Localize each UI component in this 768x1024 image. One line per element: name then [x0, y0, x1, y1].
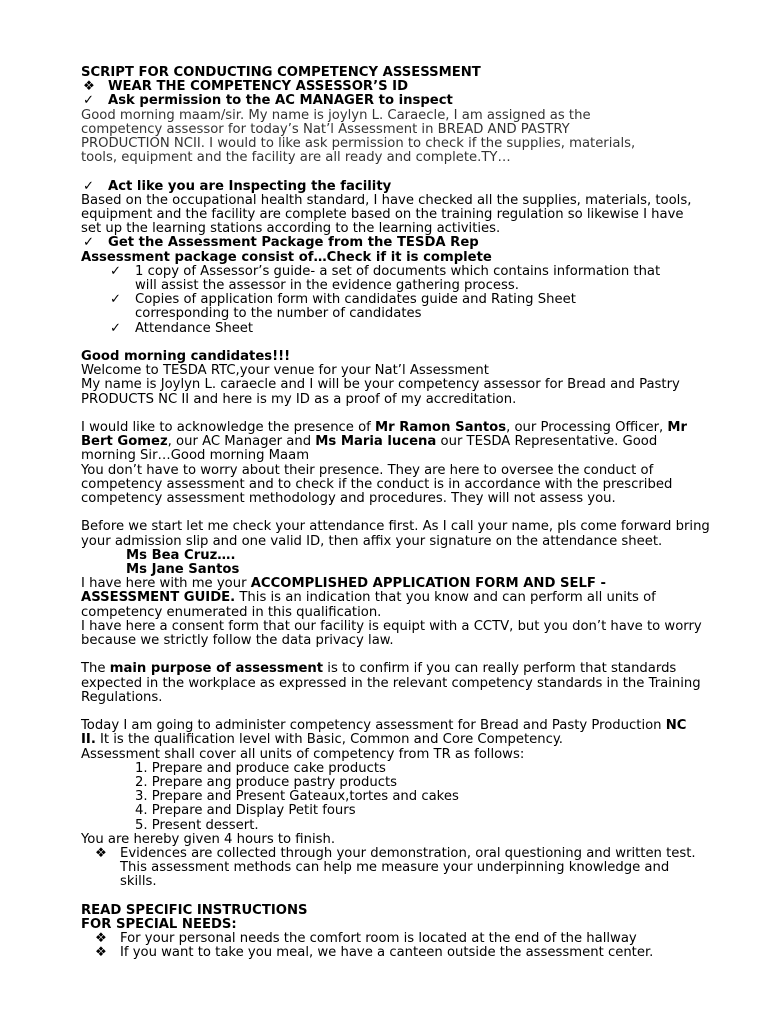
step-package: ✓ Get the Assessment Package from the TESDA Rep [83, 235, 479, 251]
document [81, 66, 741, 961]
purpose-line: Regulations. [81, 689, 163, 705]
check-icon: ✓ [83, 93, 95, 109]
presence-line: You don’t have to worry about their presence. They are here to oversee the conduct of [81, 462, 654, 478]
read-specific-heading: READ SPECIFIC INSTRUCTIONS [81, 902, 308, 918]
candidate-name: Ms Bea Cruz…. [126, 547, 236, 563]
purpose-line: The main purpose of assessment is to confirm if you can really perform that standards [81, 661, 677, 677]
step-inspect: ✓ Act like you are Inspecting the facility [83, 178, 392, 194]
diamond-bullet-icon: ❖ [95, 931, 107, 947]
accomplished-line: ASSESSMENT GUIDE. This is an indication that you know and can perform all units of [81, 590, 656, 606]
check-icon: ✓ [83, 235, 95, 251]
acknowledge-line: morning Sir…Good morning Maam [81, 448, 310, 464]
greet-candidates: Good morning candidates!!! [81, 349, 291, 365]
step-wear-id: ❖ WEAR THE COMPETENCY ASSESSOR’S ID [83, 79, 409, 95]
package-consist: Assessment package consist of…Check if it is complete [81, 249, 492, 265]
unit-item: 4. Prepare and Display Petit fours [135, 803, 356, 819]
presence-line: competency assessment methodology and procedures. They will not assess you. [81, 491, 616, 507]
package-item-cont: will assist the assessor in the evidence gathering process. [135, 278, 519, 294]
purpose-line: expected in the workplace as expressed in the relevant competency standards in the Training [81, 675, 701, 691]
evidence-item-cont: skills. [120, 874, 157, 890]
greet-manager-line: PRODUCTION NCII. I would to like ask permission to check if the supplies, materials, [81, 136, 636, 152]
consent-line: because we strictly follow the data privacy law. [81, 633, 394, 649]
greet-manager-line: competency assessor for today’s Nat’l Assessment in BREAD AND PASTRY [81, 121, 570, 137]
intro-line: PRODUCTS NC II and here is my ID as a proof of my accreditation. [81, 391, 517, 407]
document-title: SCRIPT FOR CONDUCTING COMPETENCY ASSESSMENT [81, 65, 481, 80]
package-item: ✓ Attendance Sheet [110, 320, 254, 336]
special-needs-heading: FOR SPECIAL NEEDS: [81, 917, 237, 933]
accomplished-line: competency enumerated in this qualification. [81, 604, 382, 620]
today-line: II. It is the qualification level with Basic, Common and Core Competency. [81, 732, 563, 748]
evidence-item: ❖ Evidences are collected through your demonstration, oral questioning and written test. [95, 846, 696, 862]
package-item-cont: corresponding to the number of candidates [135, 306, 422, 322]
unit-item: 5. Present dessert. [135, 817, 259, 833]
inspect-line: equipment and the facility are complete based on the training regulation so likewise I have [81, 207, 684, 223]
evidence-item-cont: This assessment methods can help me measure your underpinning knowledge and [120, 860, 670, 876]
diamond-bullet-icon: ❖ [95, 846, 107, 862]
greet-manager-line: Good morning maam/sir. My name is joylyn L. Caraecle, I am assigned as the [81, 107, 591, 123]
candidate-name: Ms Jane Santos [126, 562, 240, 578]
cover-line: Assessment shall cover all units of competency from TR as follows: [81, 746, 525, 762]
hours-line: You are hereby given 4 hours to finish. [81, 831, 336, 847]
inspect-line: set up the learning stations according to the learning activities. [81, 221, 501, 237]
attendance-line: your admission slip and one valid ID, then affix your signature on the attendance sheet. [81, 533, 663, 549]
step-ask-permission: ✓ Ask permission to the AC MANAGER to inspect [83, 93, 453, 109]
package-item: ✓ 1 copy of Assessor’s guide- a set of documents which contains information that [110, 263, 661, 279]
unit-item: 3. Prepare and Present Gateaux,tortes and cakes [135, 789, 459, 805]
check-icon: ✓ [83, 178, 95, 194]
acknowledge-line: I would like to acknowledge the presence of Mr Ramon Santos, our Processing Officer, Mr [81, 420, 688, 436]
needs-item: ❖ For your personal needs the comfort room is located at the end of the hallway [95, 931, 637, 947]
accomplished-line: I have here with me your ACCOMPLISHED APPLICATION FORM AND SELF - [81, 576, 606, 592]
unit-item: 1. Prepare and produce cake products [135, 760, 386, 776]
diamond-bullet-icon: ❖ [83, 79, 95, 95]
needs-item: ❖ If you want to take you meal, we have a canteen outside the assessment center. [95, 945, 654, 961]
consent-line: I have here a consent form that our facility is equipt with a CCTV, but you don’t have to worry [81, 618, 702, 634]
attendance-line: Before we start let me check your attendance first. As I call your name, pls come forward bring [81, 519, 710, 535]
unit-item: 2. Prepare ang produce pastry products [135, 775, 397, 791]
check-icon: ✓ [110, 320, 122, 336]
acknowledge-line: Bert Gomez, our AC Manager and Ms Maria lucena our TESDA Representative. Good [81, 434, 658, 450]
diamond-bullet-icon: ❖ [95, 945, 107, 961]
today-line: Today I am going to administer competency assessment for Bread and Pasty Production NC [81, 718, 687, 734]
check-icon: ✓ [110, 263, 122, 279]
presence-line: competency assessment and to check if the conduct is in accordance with the prescribed [81, 476, 673, 492]
welcome-line: Welcome to TESDA RTC,your venue for your Nat’l Assessment [81, 363, 489, 379]
package-item: ✓ Copies of application form with candidates guide and Rating Sheet [110, 292, 576, 308]
check-icon: ✓ [110, 292, 122, 308]
inspect-line: Based on the occupational health standard, I have checked all the supplies, materials, tools, [81, 192, 692, 208]
greet-manager-line: tools, equipment and the facility are all ready and complete.TY… [81, 150, 511, 166]
intro-line: My name is Joylyn L. caraecle and I will be your competency assessor for Bread and Pastry [81, 377, 680, 393]
